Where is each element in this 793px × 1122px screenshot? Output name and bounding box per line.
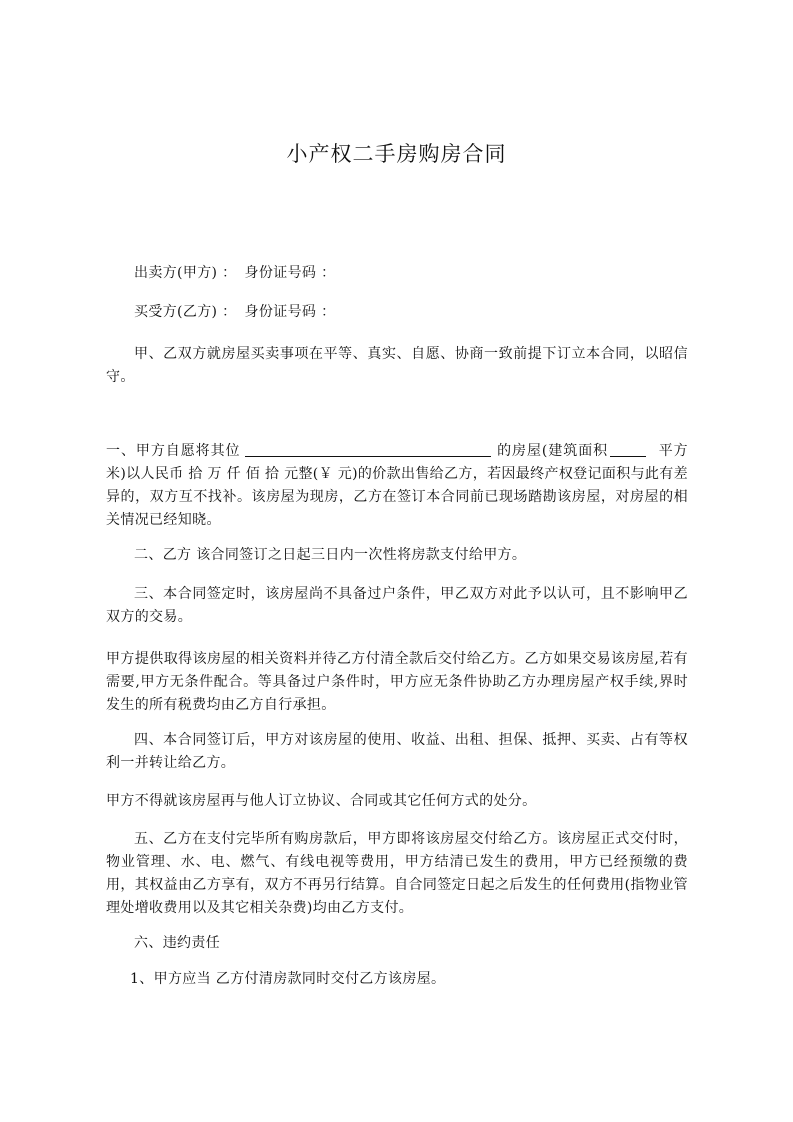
buyer-id-label: 身份证号码 ： [244,304,336,320]
clause-1-lead: 一、甲方自愿将其位 [106,443,241,459]
page-title: 小产权二手房购房合同 [286,142,507,166]
buyer-line [106,301,688,324]
area-blank[interactable] [610,442,646,457]
preamble-paragraph: 甲、乙双方就房屋买卖事项在平等、真实、自愿、协商一致前提下订立本合同，以昭信守。 [106,346,688,385]
clause-1-end: 平 [658,443,674,459]
seller-id-label: 身份证号码 ： [244,265,336,281]
clause-6-item-1: 1、甲方应当 乙方付清房款同时交付乙方该房屋。 [130,971,446,987]
clause-3-paragraph: 三、本合同签定时，该房屋尚不具备过户条件，甲乙双方对此予以认可，且不影响甲乙双方的交易。 [106,586,688,625]
clause-4-note-paragraph: 甲方不得就该房屋再与他人订立协议、合同或其它任何方式的处分。 [106,793,537,809]
location-blank[interactable] [245,442,491,457]
clause-6-heading: 六、违约责任 [134,935,221,951]
clause-3-note-paragraph: 甲方提供取得该房屋的相关资料并待乙方付清全款后交付给乙方。乙方如果交易该房屋,若有需要,甲方无条件配合。等具备过户条件时，甲方应无条件协助乙方办理房屋产权手续,界时发生的所有税费均由乙方自行承担。 [106,651,688,713]
clause-4-paragraph: 四、本合同签订后，甲方对该房屋的使用、收益、出租、担保、抵押、买卖、占有等权利一并转让给乙方。 [106,732,688,771]
clause-2-paragraph: 二、乙方 该合同签订之日起三日内一次性将房款支付给甲方。 [134,547,527,563]
clause-1-paragraph [106,440,688,532]
seller-line [106,262,688,285]
clause-1-mid: 的房屋(建筑面积 [496,443,609,459]
buyer-label: 买受方(乙方) ： [134,304,237,320]
seller-label: 出卖方(甲方) ： [134,265,237,281]
clause-5-paragraph: 五、乙方在支付完毕所有购房款后，甲方即将该房屋交付给乙方。该房屋正式交付时，物业管理、水、电、燃气、有线电视等费用，甲方结清已发生的费用，甲方已经预缴的费用，其权益由乙方享有，双方不再另行结算。自合同签定日起之后发生的任何费用(指物业管理处增收费用以及其它相关杂费)均由乙方支付。 [106,831,688,916]
clause-1-rest: 方米)以人民币 拾 万 仟 佰 拾 元整(￥ 元)的价款出售给乙方，若因最终产权登记面积与此有差异的，双方互不找补。该房屋为现房，乙方在签订本合同前已现场踏勘该房屋，对房屋的相关情况已经知晓。 [106,443,689,528]
